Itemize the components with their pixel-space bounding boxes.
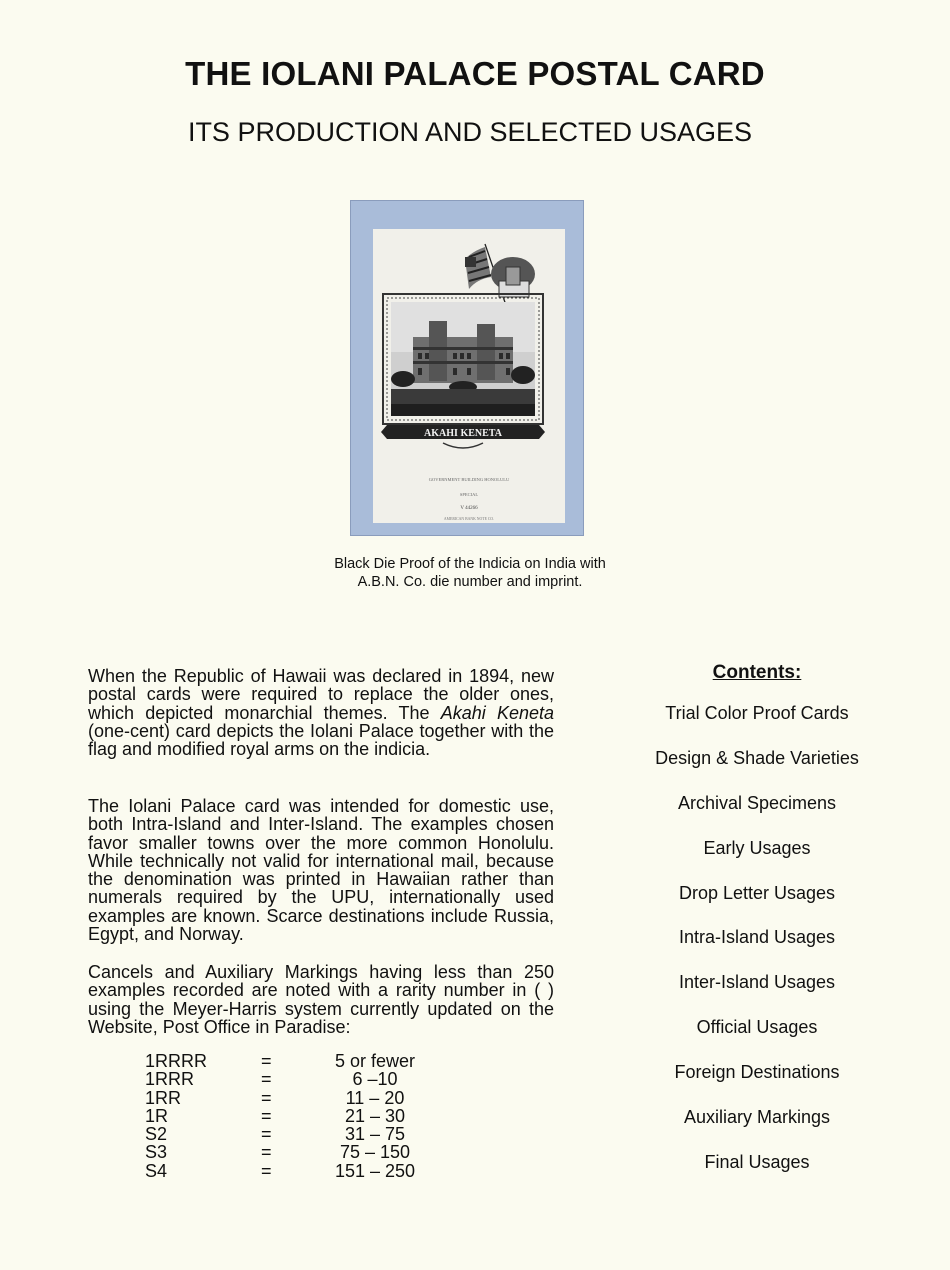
contents-item: Official Usages [696,1017,818,1038]
die-proof-indicia-image [373,229,565,523]
rarity-row [145,1052,445,1070]
page-subtitle: ITS PRODUCTION AND SELECTED USAGES [187,117,753,147]
rarity-equals: = [261,1069,272,1090]
rarity-equals: = [261,1142,272,1163]
rarity-row [145,1107,445,1125]
die-proof-mount [350,200,584,536]
rarity-row [145,1143,445,1161]
rarity-equals: = [261,1160,272,1181]
rarity-code: S3 [145,1142,168,1163]
intro-text-italic: Akahi Keneta [440,702,555,723]
rarity-code: 1RR [145,1087,182,1108]
rarity-code: S2 [145,1124,168,1145]
contents-item: Foreign Destinations [674,1062,840,1083]
rarity-range: 151 – 250 [334,1160,416,1181]
proof-abn-imprint: AMERICAN BANK NOTE CO. [443,517,495,521]
rarity-equals: = [261,1087,272,1108]
contents-item: Inter-Island Usages [678,972,836,993]
proof-imprint-line1: GOVERNMENT BUILDING HONOLULU [428,477,510,482]
contents-item: Final Usages [704,1151,810,1172]
rarity-row [145,1125,445,1143]
intro-text-start: When the Republic of Hawaii was declared in 1894, new postal cards were required to replace the older ones, which depicted monarchial themes. The [88,666,554,723]
proof-imprint-line2: SPECIAL [459,492,479,497]
rarity-code: 1R [145,1105,169,1126]
contents-item: Archival Specimens [677,792,837,813]
usage-paragraph: The Iolani Palace card was intended for domestic use, both Intra-Island and Inter-Island. The examples chosen favor smaller towns over the more common Honolulu. While technically not valid for international mail, because the denomination was printed in Hawaiian rather than numerals required by the UPU, internationally used examples are known. Scarce destinations include Russia, Egypt, and Norway. [88,796,554,945]
contents-item: Design & Shade Varieties [655,747,859,768]
rarity-range: 21 – 30 [344,1105,406,1126]
contents-list [642,703,872,1197]
rarity-equals: = [261,1124,272,1145]
rarity-range: 6 –10 [352,1069,398,1090]
contents-item: Auxiliary Markings [683,1107,831,1128]
rarity-range: 5 or fewer [334,1051,416,1071]
contents-heading: Contents: [712,662,802,683]
rarity-code: S4 [145,1160,168,1181]
rarity-equals: = [261,1051,272,1071]
rarity-row [145,1089,445,1107]
intro-paragraph [88,667,554,758]
page-title: THE IOLANI PALACE POSTAL CARD [185,55,765,92]
contents-item: Early Usages [703,837,811,858]
rarity-code: 1RRR [145,1069,195,1090]
proof-die-number: V 44266 [460,506,478,511]
rarity-range: 11 – 20 [345,1087,405,1108]
proof-caption: Black Die Proof of the Indicia on India with A.B.N. Co. die number and imprint. [334,556,606,590]
die-proof-paper [373,229,565,523]
banner-text: AKAHI KENETA [424,428,502,439]
rarity-row [145,1162,445,1180]
intro-text-end: (one-cent) card depicts the Iolani Palace together with the flag and modified royal arms on the indicia. [88,720,554,760]
contents-item: Trial Color Proof Cards [665,703,849,723]
rarity-code: 1RRRR [145,1051,208,1071]
rarity-equals: = [261,1105,272,1126]
contents-item: Intra-Island Usages [678,927,836,948]
contents-item: Drop Letter Usages [678,882,836,903]
rarity-range: 75 – 150 [339,1142,411,1163]
rarity-table [145,1052,445,1180]
rarity-row [145,1070,445,1088]
rarity-paragraph: Cancels and Auxiliary Markings having less than 250 examples recorded are noted with a rarity number in ( ) using the Meyer-Harris system currently updated on the Website, Post Office in Paradise: [88,962,554,1037]
rarity-range: 31 – 75 [344,1124,406,1145]
